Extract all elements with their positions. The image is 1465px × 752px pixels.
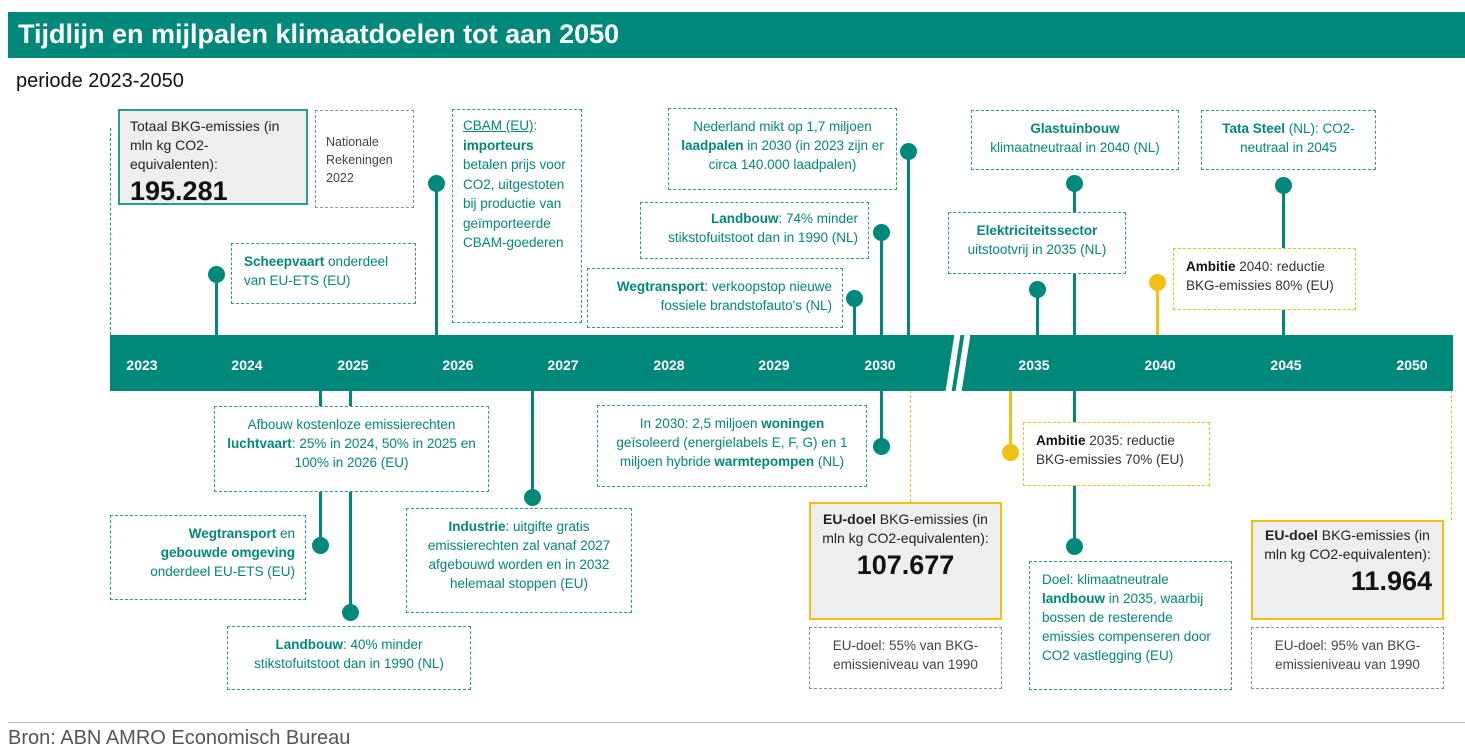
footer-divider <box>8 722 1465 723</box>
milestone-keyword: Landbouw <box>710 211 779 226</box>
milestone-dot <box>1066 538 1083 555</box>
eu-target-keyword: EU-doel <box>823 511 876 527</box>
connector-line <box>907 151 910 337</box>
year-label: 2027 <box>547 357 579 373</box>
eu-target-2050-note <box>1251 627 1444 689</box>
milestone-box-scheepvaart <box>231 243 416 304</box>
milestone-text: betalen prijs voor CO2, uitgestoten bij productie van geïmporteerde CBAM-goederen <box>463 157 566 250</box>
axis-break-icon <box>936 335 970 391</box>
eu-target-2030-note <box>809 627 1002 689</box>
milestone-box-cbam <box>452 109 582 323</box>
connector-line-yellow <box>1009 390 1012 452</box>
year-label: 2029 <box>758 357 790 373</box>
milestone-text: : <box>533 118 538 133</box>
milestone-dot-yellow <box>1002 444 1019 461</box>
milestone-keyword: luchtvaart <box>227 436 292 451</box>
eu-target-note-text: EU-doel: 55% van BKG-emissieniveau van 1990 <box>832 638 979 672</box>
milestone-dot <box>1066 175 1083 192</box>
milestone-keyword: importeurs <box>463 137 534 153</box>
milestone-box-woningen <box>597 405 867 487</box>
title-bar <box>8 12 1465 58</box>
eu-target-2050-box <box>1251 520 1444 620</box>
milestone-text: Doel: klimaatneutrale <box>1042 572 1169 587</box>
milestone-text: : 74% minder stikstofuitstoot dan in 1990 (NL) <box>668 211 858 245</box>
dashed-guide <box>110 128 111 335</box>
milestone-text: (NL) <box>814 454 845 469</box>
milestone-keyword: gebouwde omgeving <box>160 545 295 560</box>
milestone-dot <box>873 224 890 241</box>
milestone-keyword: Ambitie <box>1186 259 1236 274</box>
subtitle: periode 2023-2050 <box>16 70 184 92</box>
eu-target-keyword: EU-doel <box>1265 527 1318 543</box>
total-emissions-value: 195.281 <box>130 176 228 206</box>
dashed-guide-yellow <box>1451 390 1452 520</box>
milestone-keyword: Elektriciteitssector <box>976 223 1098 238</box>
milestone-keyword: Glastuinbouw <box>1030 121 1120 136</box>
milestone-box-laadpalen <box>668 108 897 190</box>
milestone-box-ambitie-2040 <box>1173 248 1356 310</box>
milestone-text: Nederland mikt op 1,7 miljoen <box>693 119 872 134</box>
milestone-box-industrie <box>406 508 632 613</box>
milestone-text: : 40% minder stikstofuitstoot dan in 1990 (NL) <box>254 637 444 671</box>
total-emissions-box <box>118 109 308 205</box>
milestone-text: in 2035, waarbij bossen de resterende emissies compenseren door CO2 vastlegging (EU) <box>1042 591 1211 663</box>
milestone-keyword: Wegtransport <box>188 526 277 541</box>
connector-line <box>435 183 438 337</box>
year-label: 2030 <box>864 357 896 373</box>
milestone-text: In 2030: 2,5 miljoen <box>639 416 762 431</box>
milestone-dot <box>428 175 445 192</box>
source-label: Bron: ABN AMRO Economisch Bureau <box>8 727 351 749</box>
milestone-text: : 25% in 2024, 50% in 2025 en 100% in 2026 (EU) <box>291 436 476 470</box>
milestone-dot <box>208 266 225 283</box>
eu-target-label: BKG-emissies (in mln kg CO2-equivalenten): <box>1264 527 1431 562</box>
milestone-text: : verkoopstop nieuwe fossiele brandstofauto's (NL) <box>660 279 832 313</box>
milestone-box-wegtransport-gebouwd <box>110 515 306 600</box>
milestone-dot <box>1275 177 1292 194</box>
milestone-text: onderdeel EU-ETS (EU) <box>150 564 295 579</box>
milestone-text: 2035: reductie BKG-emissies 70% (EU) <box>1036 433 1184 467</box>
milestone-text: 2040: reductie BKG-emissies 80% (EU) <box>1186 259 1334 293</box>
milestone-keyword: Wegtransport <box>616 279 705 294</box>
milestone-dot <box>1029 281 1046 298</box>
milestone-box-elektriciteit <box>948 212 1126 274</box>
milestone-dot <box>846 290 863 307</box>
milestone-dot <box>873 438 890 455</box>
year-label: 2023 <box>126 357 158 373</box>
page-title: Tijdlijn en mijlpalen klimaatdoelen tot aan 2050 <box>18 19 620 49</box>
milestone-dot <box>312 537 329 554</box>
total-emissions-label: Totaal BKG-emissies (in mln kg CO2-equivalenten): <box>130 118 280 172</box>
year-label: 2040 <box>1144 357 1176 373</box>
year-label: 2028 <box>653 357 685 373</box>
milestone-box-landbouw-1990 <box>227 626 471 690</box>
milestone-box-wegtransport-2030 <box>587 268 843 328</box>
eu-target-note-text: EU-doel: 95% van BKG-emissieniveau van 1990 <box>1274 638 1421 672</box>
milestone-keyword: landbouw <box>1042 591 1105 606</box>
connector-line <box>880 232 883 337</box>
milestone-keyword: Tata Steel <box>1222 121 1285 136</box>
milestone-text: (NL): CO2-neutraal in 2045 <box>1240 121 1355 155</box>
milestone-dot <box>342 604 359 621</box>
milestone-keyword: Ambitie <box>1036 433 1086 448</box>
milestone-text: geïsoleerd (energielabels E, F, G) en 1 miljoen hybride <box>616 435 848 469</box>
milestone-text: Afbouw kostenloze emissierechten <box>247 417 456 432</box>
eu-target-2030-value: 107.677 <box>856 550 955 580</box>
milestone-box-tata-steel <box>1201 110 1376 170</box>
milestone-text: en <box>276 526 295 541</box>
milestone-text: klimaatneutraal in 2040 (NL) <box>990 140 1160 155</box>
milestone-text: : uitgifte gratis emissierechten zal vanaf 2027 afgebouwd worden en in 2032 helemaal stoppen (EU) <box>427 519 611 591</box>
milestone-keyword: Scheepvaart <box>244 254 325 269</box>
milestone-keyword: laadpalen <box>681 138 744 153</box>
milestone-dot-yellow <box>1149 274 1166 291</box>
eu-target-label: BKG-emissies (in mln kg CO2-equivalenten): <box>822 511 989 546</box>
timeline-axis <box>110 335 1453 391</box>
source-note-text: Nationale Rekeningen 2022 <box>326 135 393 185</box>
milestone-dot <box>900 143 917 160</box>
eu-target-2050-value: 11.964 <box>1350 566 1432 596</box>
milestone-box-ambitie-2035 <box>1023 422 1210 486</box>
milestone-box-luchtvaart <box>214 406 489 492</box>
milestone-keyword: warmtepompen <box>714 454 815 469</box>
milestone-text: uitstootvrij in 2035 (NL) <box>967 242 1107 257</box>
milestone-link-text: CBAM (EU) <box>463 118 534 133</box>
milestone-text: onderdeel van EU-ETS (EU) <box>244 254 389 288</box>
year-label: 2050 <box>1396 357 1428 373</box>
connector-line <box>531 390 534 497</box>
milestone-keyword: Industrie <box>448 519 506 534</box>
year-label: 2026 <box>442 357 474 373</box>
year-label: 2024 <box>231 357 263 373</box>
milestone-text: in 2030 (in 2023 zijn er circa 140.000 laadpalen) <box>708 138 884 172</box>
connector-line <box>215 275 218 337</box>
milestone-box-landbouw-2035 <box>1029 561 1232 690</box>
year-label: 2045 <box>1270 357 1302 373</box>
milestone-keyword: woningen <box>761 416 825 431</box>
milestone-dot <box>524 489 541 506</box>
milestone-keyword: Landbouw <box>275 637 343 652</box>
dashed-guide-yellow <box>910 390 911 502</box>
milestone-box-glastuinbouw <box>971 110 1179 170</box>
source-note-box <box>315 110 414 208</box>
milestone-box-landbouw-2030 <box>640 202 869 259</box>
eu-target-2030-box <box>809 502 1002 620</box>
year-label: 2035 <box>1018 357 1050 373</box>
year-label: 2025 <box>337 357 369 373</box>
